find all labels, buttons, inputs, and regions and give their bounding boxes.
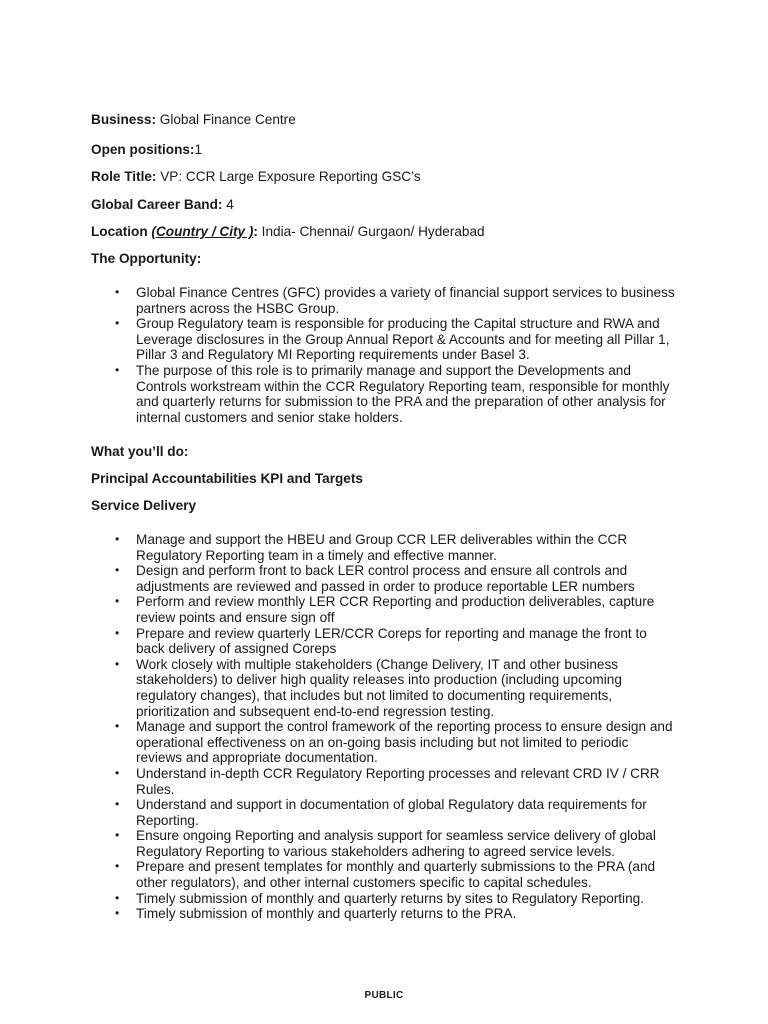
open-positions-label: Open positions:	[91, 142, 195, 157]
bullet-icon: •	[115, 362, 120, 377]
bullet-icon: •	[115, 285, 120, 299]
role-title-value: VP: CCR Large Exposure Reporting GSC’s	[156, 169, 421, 184]
role-title-label: Role Title:	[91, 169, 157, 184]
list-item: • Group Regulatory team is responsible for producing the Capital structure and RWA and Leverage disclosures in the Group Annual Report & Accounts and for meeting all Pillar 1, Pillar 3 and Regulatory MI Reporting requirements under Basel 3.	[115, 316, 670, 363]
bullet-icon: •	[115, 656, 120, 671]
bullet-icon: •	[115, 828, 120, 843]
location-label-colon: :	[253, 224, 258, 239]
career-band-field	[91, 197, 234, 213]
business-value: Global Finance Centre	[155, 112, 296, 127]
location-value: India- Chennai/ Gurgaon/ Hyderabad	[257, 224, 485, 239]
opportunity-heading: The Opportunity:	[91, 251, 202, 266]
career-band-label: Global Career Band:	[91, 197, 223, 212]
location-label: Location	[91, 224, 152, 239]
bullet-icon: •	[115, 765, 120, 780]
business-field	[91, 112, 296, 128]
what-youll-do-heading: What you’ll do:	[91, 444, 189, 459]
bullet-icon: •	[115, 625, 120, 640]
list-item: • Timely submission of monthly and quarterly returns by sites to Regulatory Reporting.	[115, 890, 644, 906]
list-item: • Understand in-depth CCR Regulatory Reporting processes and relevant CRD IV / CRR Rules.	[115, 765, 660, 797]
list-item: • Perform and review monthly LER CCR Reporting and production deliverables, capture review points and ensure sign off	[115, 594, 655, 625]
list-item: • Ensure ongoing Reporting and analysis support for seamless service delivery of global Regulatory Reporting to various stakeholders adhering to agreed service levels.	[115, 828, 656, 859]
bullet-icon: •	[115, 316, 120, 331]
location-field	[91, 224, 485, 240]
list-item: • Work closely with multiple stakeholders (Change Delivery, IT and other business stakeholders) to deliver high quality releases into production (including upcoming regulatory changes), that includes but not limited to documenting requirements, prioritization and subsequent end-to-end regression testing.	[115, 656, 622, 719]
list-item: • Manage and support the control framework of the reporting process to ensure design and operational effectiveness on an on-going basis including but not limited to periodic reviews and appropriate documentation.	[115, 719, 673, 766]
open-positions-value: 1	[194, 142, 203, 157]
bullet-icon: •	[115, 563, 120, 578]
list-item: • Prepare and present templates for monthly and quarterly submissions to the PRA (and other regulators), and other internal customers specific to capital schedules.	[115, 859, 656, 891]
list-item: • Design and perform front to back LER control process and ensure all controls and adjustments are reviewed and passed in order to produce reportable LER numbers	[115, 563, 635, 594]
list-item: • Manage and support the HBEU and Group CCR LER deliverables within the CCR Regulatory Reporting team in a timely and effective manner.	[115, 532, 628, 563]
bullet-icon: •	[115, 859, 120, 874]
bullet-icon: •	[115, 797, 120, 812]
service-delivery-list	[0, 532, 768, 922]
accountabilities-heading: Principal Accountabilities KPI and Targets	[91, 471, 363, 486]
list-item: • Timely submission of monthly and quarterly returns to the PRA.	[115, 906, 517, 922]
career-band-value: 4	[222, 197, 234, 212]
classification-footer: PUBLIC	[364, 990, 404, 1001]
bullet-icon: •	[115, 890, 120, 905]
list-item: • The purpose of this role is to primarily manage and support the Developments and Controls workstream within the CCR Regulatory Reporting team, responsible for monthly and quarterly returns for submission to the PRA and the preparation of other analysis for internal customers and senior stake holders.	[115, 362, 670, 425]
location-label-underlined: (Country / City )	[151, 224, 254, 239]
list-item: • Global Finance Centres (GFC) provides a variety of financial support services to business partners across the HSBC Group.	[115, 285, 675, 316]
list-item: • Understand and support in documentation of global Regulatory data requirements for Reporting.	[115, 797, 647, 828]
bullet-icon: •	[115, 906, 120, 921]
role-title-field	[91, 169, 421, 185]
bullet-icon: •	[115, 719, 120, 734]
bullet-icon: •	[115, 594, 120, 609]
bullet-icon: •	[115, 532, 120, 546]
business-label: Business:	[91, 112, 156, 127]
opportunity-list	[0, 285, 768, 425]
open-positions-field	[91, 142, 202, 158]
service-delivery-heading: Service Delivery	[91, 498, 197, 513]
list-item: • Prepare and review quarterly LER/CCR Coreps for reporting and manage the front to back delivery of assigned Coreps	[115, 625, 647, 657]
